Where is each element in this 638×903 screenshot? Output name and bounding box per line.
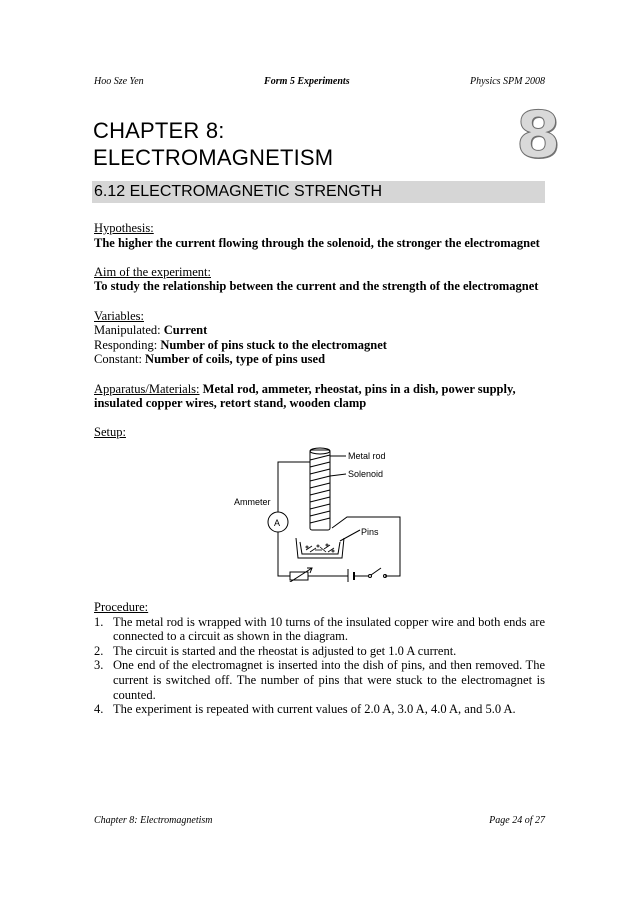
chapter-title-line2: ELECTROMAGNETISM [93,145,334,170]
metal-rod [310,450,330,530]
experiment-body [94,221,545,455]
procedure-label: Procedure: [94,600,149,614]
wire-left-bottom [278,532,290,576]
pin-dish [296,538,344,558]
aim-text: To study the relationship between the current and the strength of the electromagnet [94,279,539,294]
section-heading: 6.12 ELECTROMAGNETIC STRENGTH [92,181,545,203]
header-author: Hoo Sze Yen [94,76,144,87]
constant-label: Constant: [94,352,142,367]
step-number: 4. [94,702,104,717]
chapter-title [93,117,333,171]
page-footer [94,815,545,826]
label-pins: Pins [361,527,379,537]
responding-value: Number of pins stuck to the electromagnet [160,337,387,352]
variables-block [94,309,545,367]
label-ammeter-a: A [274,518,281,528]
manipulated-label: Manipulated: [94,323,161,338]
hypothesis-block [94,221,545,250]
procedure-step [94,644,545,659]
apparatus-text: Metal rod, ammeter, rheostat, pins in a dish, power supply, insulated copper wires, retort stand, wooden clamp [94,381,516,411]
rod-top [310,448,330,454]
label-solenoid: Solenoid [348,469,384,479]
chapter-number-graphic: 8 [516,99,561,173]
constant-value: Number of coils, type of pins used [145,352,326,367]
chapter-title-line1: CHAPTER 8: [93,118,225,143]
label-ammeter: Ammeter [234,497,271,507]
header-subject: Physics SPM 2008 [470,76,545,87]
apparatus-block [94,382,545,411]
procedure-steps [94,615,545,717]
manipulated-value: Current [163,323,208,338]
step-text: The metal rod is wrapped with 10 turns of the insulated copper wire and both ends are connected to a circuit as shown in the diagram. [113,614,545,644]
setup-label: Setup: [94,425,126,440]
hypothesis-label: Hypothesis: [94,221,154,235]
apparatus-label: Apparatus/Materials: [94,381,200,396]
responding-label: Responding: [94,337,158,352]
step-number: 2. [94,643,104,658]
header-title: Form 5 Experiments [264,76,350,87]
step-number: 1. [94,614,104,629]
setup-diagram [230,446,410,582]
procedure-step [94,615,545,644]
pins-in-dish [306,544,334,552]
page-header [94,76,545,87]
procedure-section [94,600,545,717]
hypothesis-text: The higher the current flowing through the solenoid, the stronger the electromagnet [94,235,540,250]
variables-label: Variables: [94,308,144,323]
leader-pins [340,530,360,541]
step-text: The experiment is repeated with current values of 2.0 A, 3.0 A, 4.0 A, and 5.0 A. [113,702,516,717]
setup-block [94,425,545,440]
footer-page-number: Page 24 of 27 [489,815,545,826]
procedure-step [94,702,545,717]
wire-right [332,517,400,576]
procedure-step [94,658,545,702]
wire-left-top [278,462,310,512]
switch-lever [371,568,381,575]
aim-block [94,265,545,294]
leader-solenoid [330,474,346,476]
aim-label: Aim of the experiment: [94,264,211,279]
step-text: The circuit is started and the rheostat is adjusted to get 1.0 A current. [113,643,457,658]
step-number: 3. [94,658,104,673]
footer-chapter: Chapter 8: Electromagnetism [94,815,213,826]
solenoid-coils [310,455,330,523]
label-metal-rod: Metal rod [348,451,386,461]
step-text: One end of the electromagnet is inserted into the dish of pins, and then removed. The current is switched off. The number of pins that were stuck to the electromagnet is counted. [113,658,545,702]
